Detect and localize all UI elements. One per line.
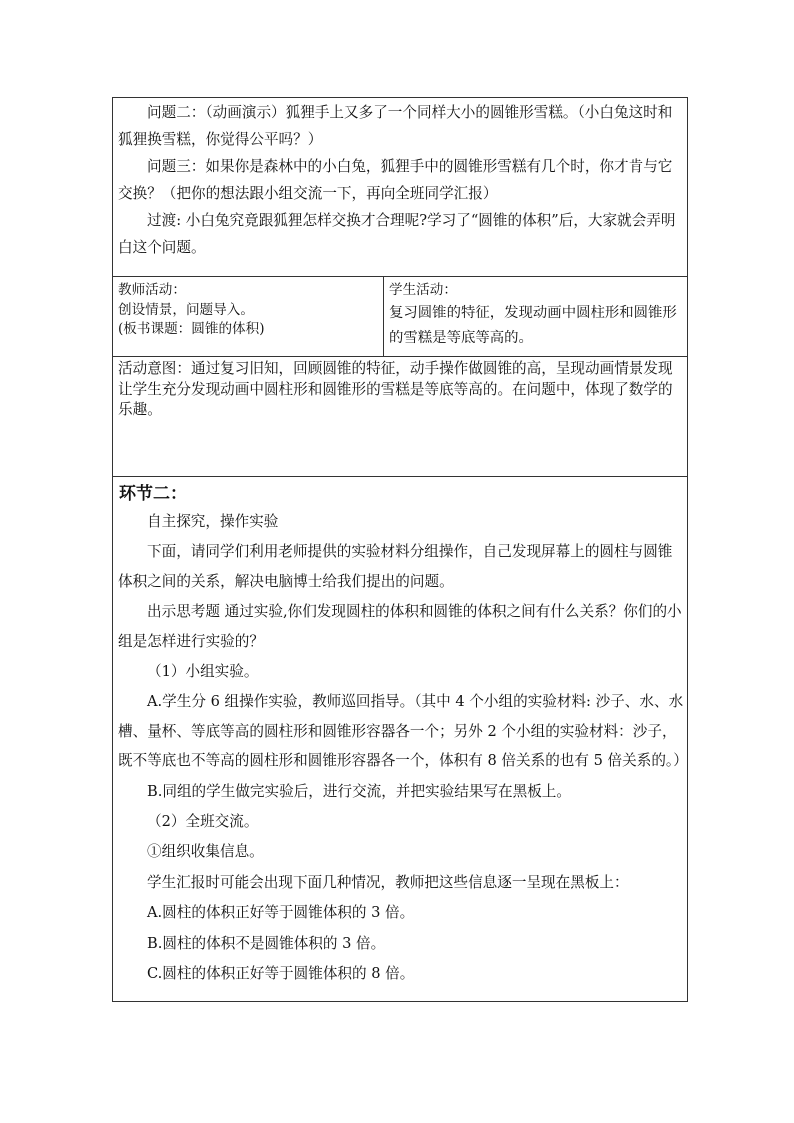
student-activity-text: 复习圆锥的特征，发现动画中圆柱形和圆锥形的雪糕是等底等高的。 (389, 304, 677, 346)
section2-paragraph: 出示思考题 通过实验,你们发现圆柱的体积和圆锥的体积之间有什么关系？你们的小组是怎样进行实验的？ (118, 603, 682, 650)
section-heading: 环节二： (119, 484, 187, 504)
lesson-table (112, 97, 688, 1002)
section2-paragraph: B.同组的学生做完实验后，进行交流，并把实验结果写在黑板上。 (147, 782, 571, 800)
row-divider (113, 356, 687, 357)
intro-paragraph: 问题三：如果你是森林中的小白兔，狐狸手中的圆锥形雪糕有几个时，你才肯与它交换？（把你的想法跟小组交流一下，再向全班同学汇报） (118, 158, 673, 202)
teacher-activity-line: 创设情景，问题导入。 (118, 301, 254, 318)
section2-paragraph: （1）小组实验。 (147, 663, 259, 681)
intro-paragraph: 过渡: 小白兔究竟跟狐狸怎样交换才合理呢?学习了“圆锥的体积”后，大家就会弄明白这个问题。 (118, 212, 676, 256)
student-activity-title: 学生活动： (389, 282, 457, 298)
teacher-activity-line: (板书课题：圆锥的体积) (118, 321, 265, 337)
teacher-activity-title: 教师活动： (118, 282, 186, 298)
section2-paragraph: 下面，请同学们利用老师提供的实验材料分组操作，自己发现屏幕上的圆柱与圆锥体积之间的关系，解决电脑博士给我们提出的问题。 (118, 543, 673, 590)
section2-paragraph: 学生汇报时可能会出现下面几种情况，教师把这些信息逐一呈现在黑板上： (147, 873, 629, 891)
section2-body (118, 507, 688, 989)
row-divider (113, 276, 687, 277)
section2-paragraph: A.圆柱的体积正好等于圆锥体积的 3 倍。 (147, 904, 415, 922)
activity-intent-cell (118, 359, 684, 421)
section2-paragraph: ①组织收集信息。 (147, 843, 264, 861)
intro-section (118, 100, 684, 261)
section2-paragraph: 自主探究，操作实验 (147, 513, 279, 530)
section2-paragraph: B.圆柱的体积不是圆锥体积的 3 倍。 (147, 934, 386, 952)
row-divider (113, 476, 687, 477)
section2-paragraph: （2）全班交流。 (147, 813, 259, 831)
activity-intent-text: 活动意图：通过复习旧知，回顾圆锥的特征，动手操作做圆锥的高，呈现动画情景发现让学生充分发现动画中圆柱形和圆锥形的雪糕是等底等高的。在问题中，体现了数学的乐趣。 (118, 360, 673, 418)
intro-paragraph: 问题二：（动画演示）狐狸手上又多了一个同样大小的圆锥形雪糕。（小白兔这时和狐狸换雪糕，你觉得公平吗？） (118, 104, 673, 148)
teacher-activity-cell (118, 281, 376, 340)
student-activity-cell (389, 281, 683, 351)
column-divider (383, 277, 384, 357)
section2-paragraph: C.圆柱的体积正好等于圆锥体积的 8 倍。 (147, 965, 415, 983)
section2-paragraph: A.学生分 6 组操作实验，教师巡回指导。（其中 4 个小组的实验材料: 沙子、水、水槽、量杯、等底等高的圆柱形和圆锥形容器各一个；另外 2 个小组的实验材料：沙子，既不等底也不等高的圆柱形和圆锥形容器各一个，体积有 8 倍关系的也有 5 倍关系的。） (118, 693, 688, 770)
